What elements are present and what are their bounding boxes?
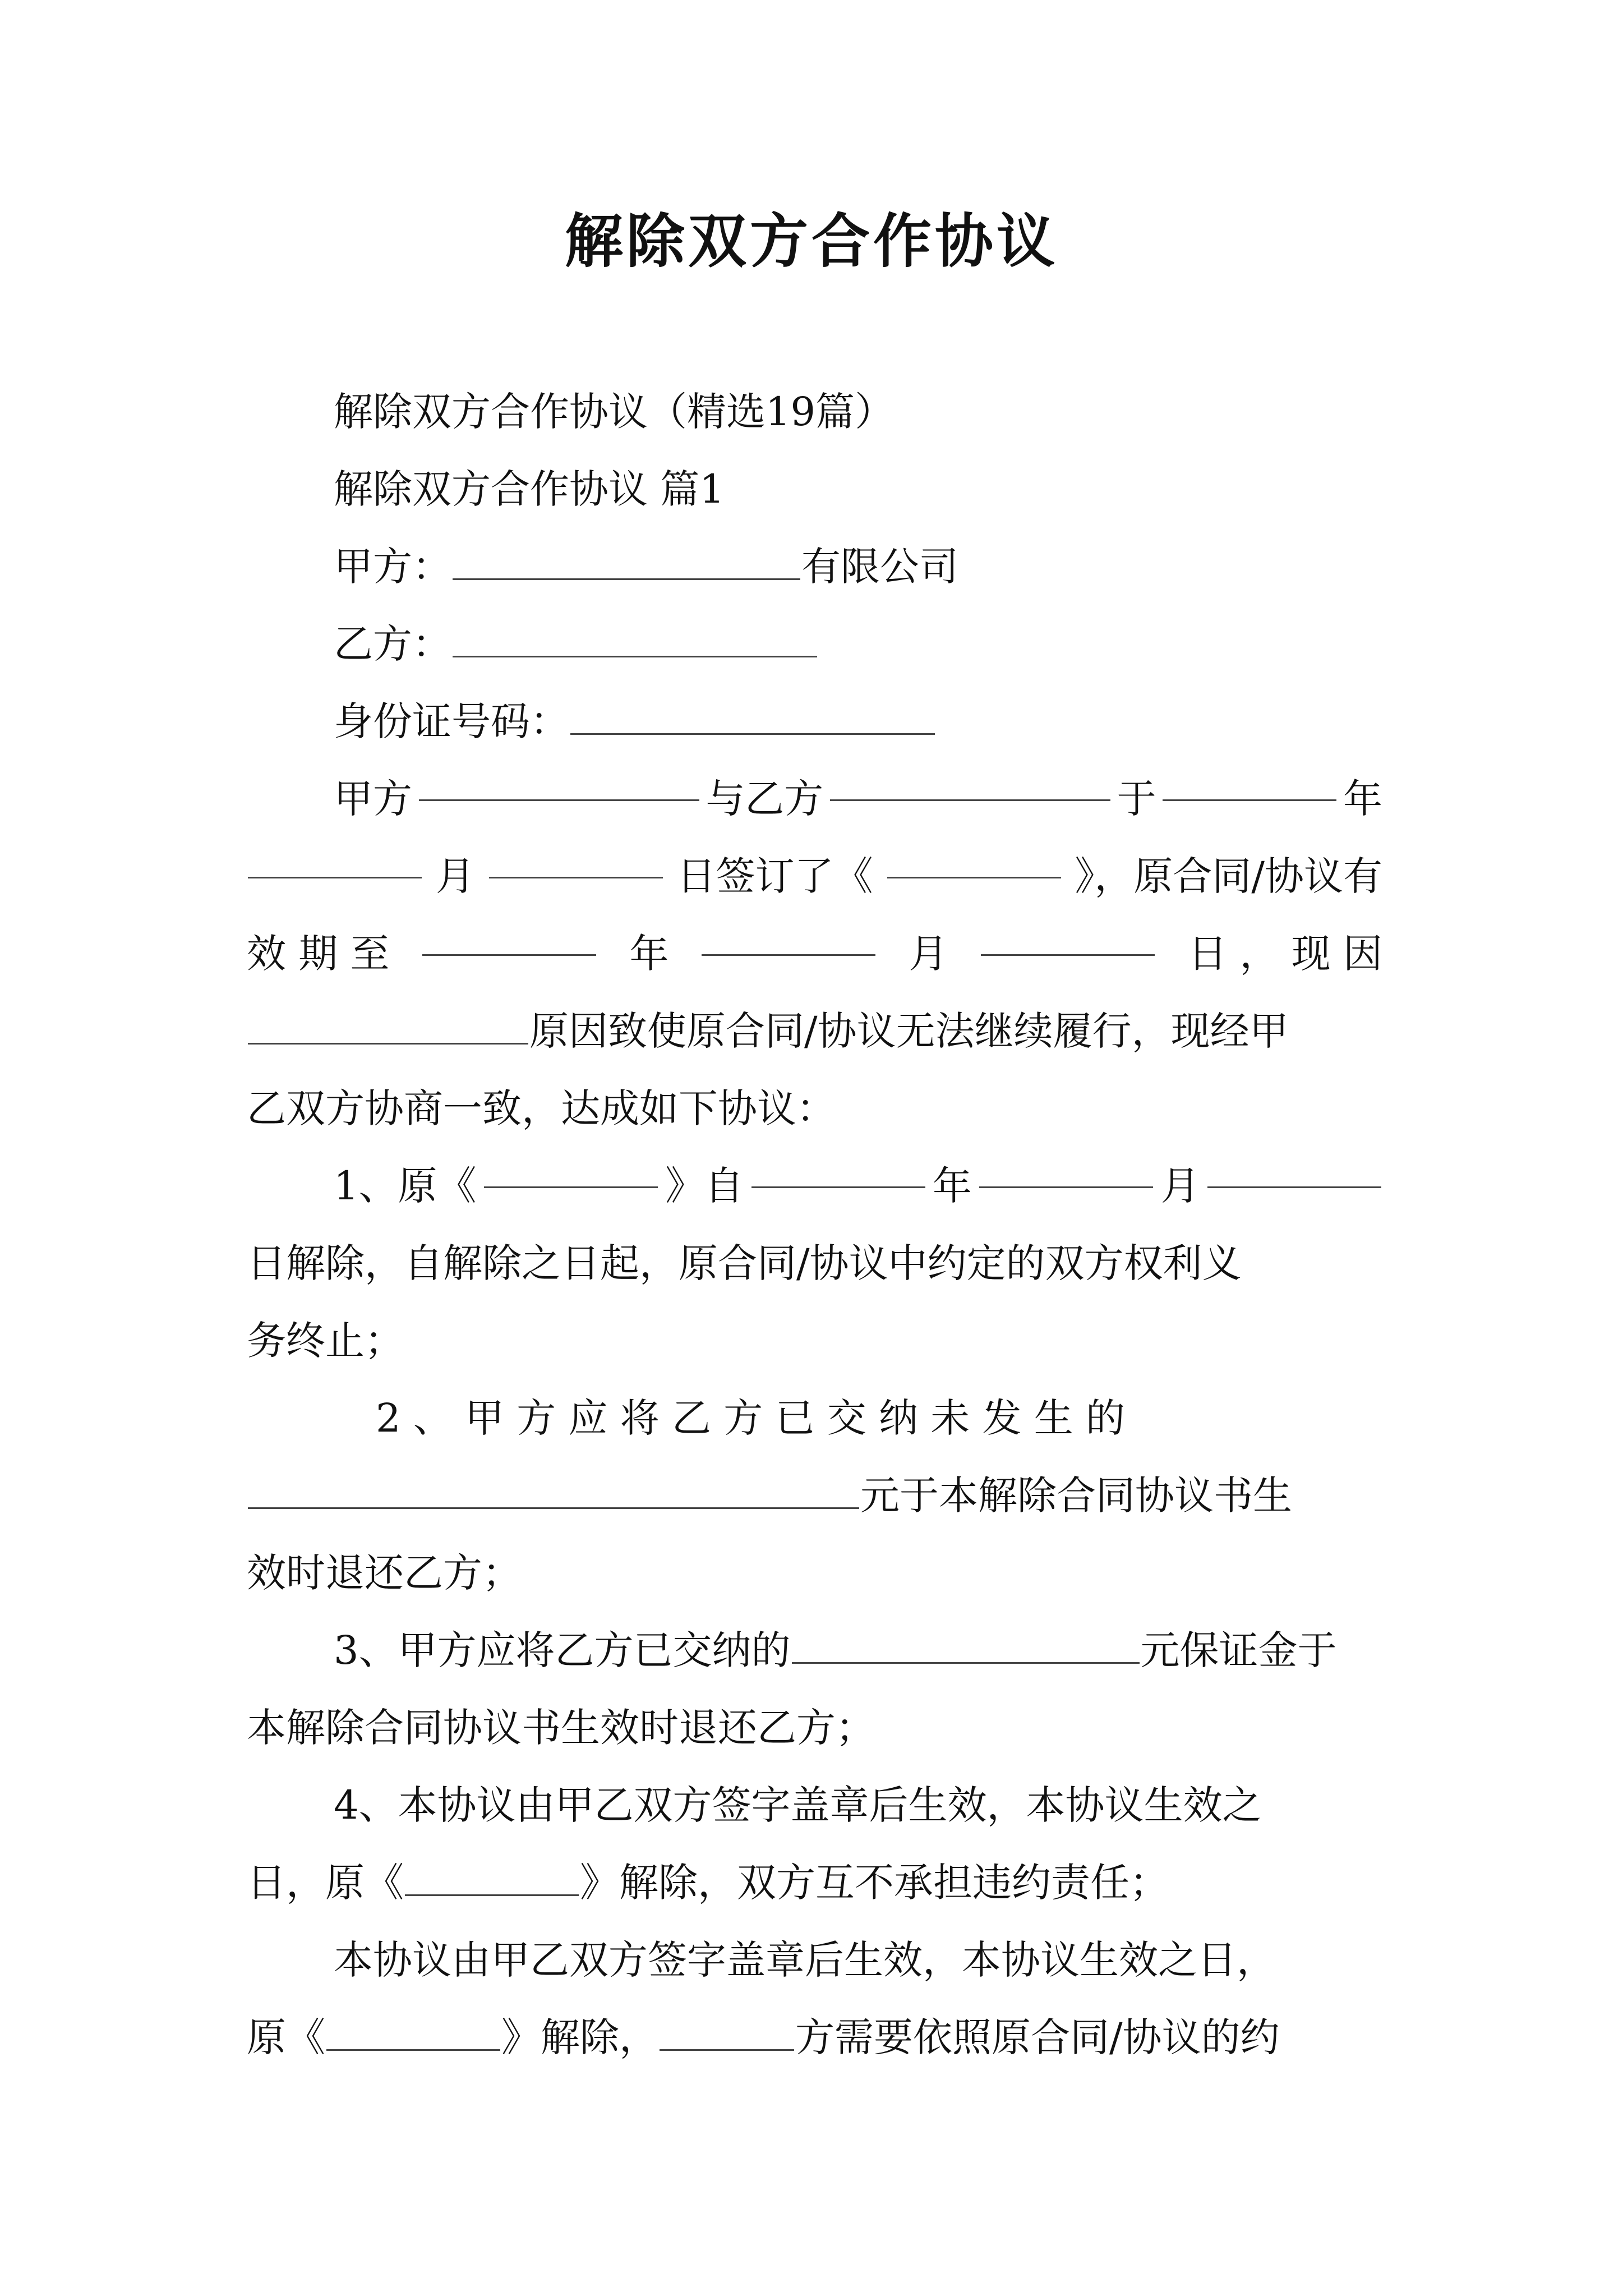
document-subtitle: 解除双方合作协议（精选19篇） xyxy=(334,389,895,435)
blank-field xyxy=(751,1147,925,1188)
item-2-line: 效时退还乙方； xyxy=(247,1550,522,1596)
party-a-line xyxy=(247,528,1382,605)
blank-field xyxy=(830,760,1110,801)
blank-field xyxy=(702,915,875,956)
item-1-line: 日解除，自解除之日起，原合同/协议中约定的双方权利义 xyxy=(247,1240,1242,1286)
paragraph-line xyxy=(247,915,1382,992)
text-span: 》，原合同/协议有 xyxy=(1075,853,1382,899)
text-span: 元保证金于 xyxy=(1140,1627,1337,1673)
closing-line: 本协议由甲乙双方签字盖章后生效，本协议生效之日， xyxy=(334,1937,1276,1983)
id-number-label: 身份证号码： xyxy=(334,698,569,744)
closing-line xyxy=(247,1999,1382,2076)
text-span: 》解除， xyxy=(501,2014,658,2060)
item-2-line xyxy=(247,1379,1382,1457)
paragraph-line xyxy=(247,760,1382,838)
party-b-blank xyxy=(453,616,817,657)
text-span: 与乙方 xyxy=(706,776,824,822)
text-span: 原《 xyxy=(247,2014,325,2060)
party-b-line xyxy=(247,605,1382,683)
document-body xyxy=(247,373,1382,2076)
text-span: 年 xyxy=(932,1163,972,1209)
text-span: 2 、 甲 方 应 将 乙 方 已 交 纳 未 发 生 的 xyxy=(376,1395,1126,1441)
blank-field xyxy=(422,915,596,956)
blank-field xyxy=(1163,760,1336,801)
id-number-line xyxy=(247,683,1382,760)
text-span: 年 xyxy=(1343,776,1382,822)
party-a-suffix: 有限公司 xyxy=(801,544,958,590)
item-4-line xyxy=(247,1844,1382,1921)
text-span: 月 xyxy=(435,853,475,899)
text-span: 甲方 xyxy=(334,776,412,822)
text-span: 日签订了《 xyxy=(676,853,873,899)
text-span: 月 xyxy=(909,931,948,977)
blank-field xyxy=(405,1855,579,1896)
text-span: 月 xyxy=(1160,1163,1200,1209)
blank-field xyxy=(248,1004,528,1045)
section-heading: 解除双方合作协议 篇1 xyxy=(334,466,725,512)
text-span: 1、原《 xyxy=(334,1163,477,1209)
text-span: 效 期 至 xyxy=(247,931,390,977)
text-span: 年 xyxy=(629,931,669,977)
blank-field xyxy=(484,1147,658,1188)
blank-field xyxy=(489,838,663,878)
blank-field xyxy=(981,915,1155,956)
blank-field xyxy=(979,1147,1153,1188)
item-3-line: 本解除合同协议书生效时退还乙方； xyxy=(247,1705,875,1751)
blank-field xyxy=(1207,1147,1381,1188)
item-4-line: 4、本协议由甲乙双方签字盖章后生效，本协议生效之 xyxy=(334,1782,1262,1828)
blank-field xyxy=(887,838,1061,878)
item-1-line xyxy=(247,1147,1382,1225)
text-span: 方需要依照原合同/协议的约 xyxy=(795,2014,1280,2060)
item-1-line: 务终止； xyxy=(247,1318,404,1364)
party-a-label: 甲方： xyxy=(334,544,451,590)
blank-field xyxy=(248,1468,859,1509)
blank-field xyxy=(792,1623,1140,1664)
party-a-blank xyxy=(453,539,800,580)
item-2-line xyxy=(247,1457,1382,1534)
blank-field xyxy=(660,2010,794,2051)
paragraph-line: 乙双方协商一致，达成如下协议： xyxy=(247,1085,836,1131)
text-span: 3、甲方应将乙方已交纳的 xyxy=(334,1627,791,1673)
blank-field xyxy=(326,2010,500,2051)
text-span: 》解除，双方互不承担违约责任； xyxy=(580,1860,1169,1906)
text-span: 于 xyxy=(1117,776,1156,822)
paragraph-line xyxy=(247,838,1382,915)
text-span: 》自 xyxy=(665,1163,744,1209)
blank-field xyxy=(248,838,422,878)
blank-field xyxy=(419,760,699,801)
party-b-label: 乙方： xyxy=(334,621,451,667)
text-span: 日 ， 现 因 xyxy=(1188,931,1382,977)
item-3-line xyxy=(247,1612,1382,1689)
text-span: 日，原《 xyxy=(247,1860,404,1906)
text-span: 元于本解除合同协议书生 xyxy=(860,1473,1292,1519)
paragraph-line xyxy=(247,992,1382,1070)
document-title: 解除双方合作协议 xyxy=(564,206,1058,275)
id-number-blank xyxy=(570,694,935,735)
text-span: 原因致使原合同/协议无法继续履行，现经甲 xyxy=(529,1008,1289,1054)
